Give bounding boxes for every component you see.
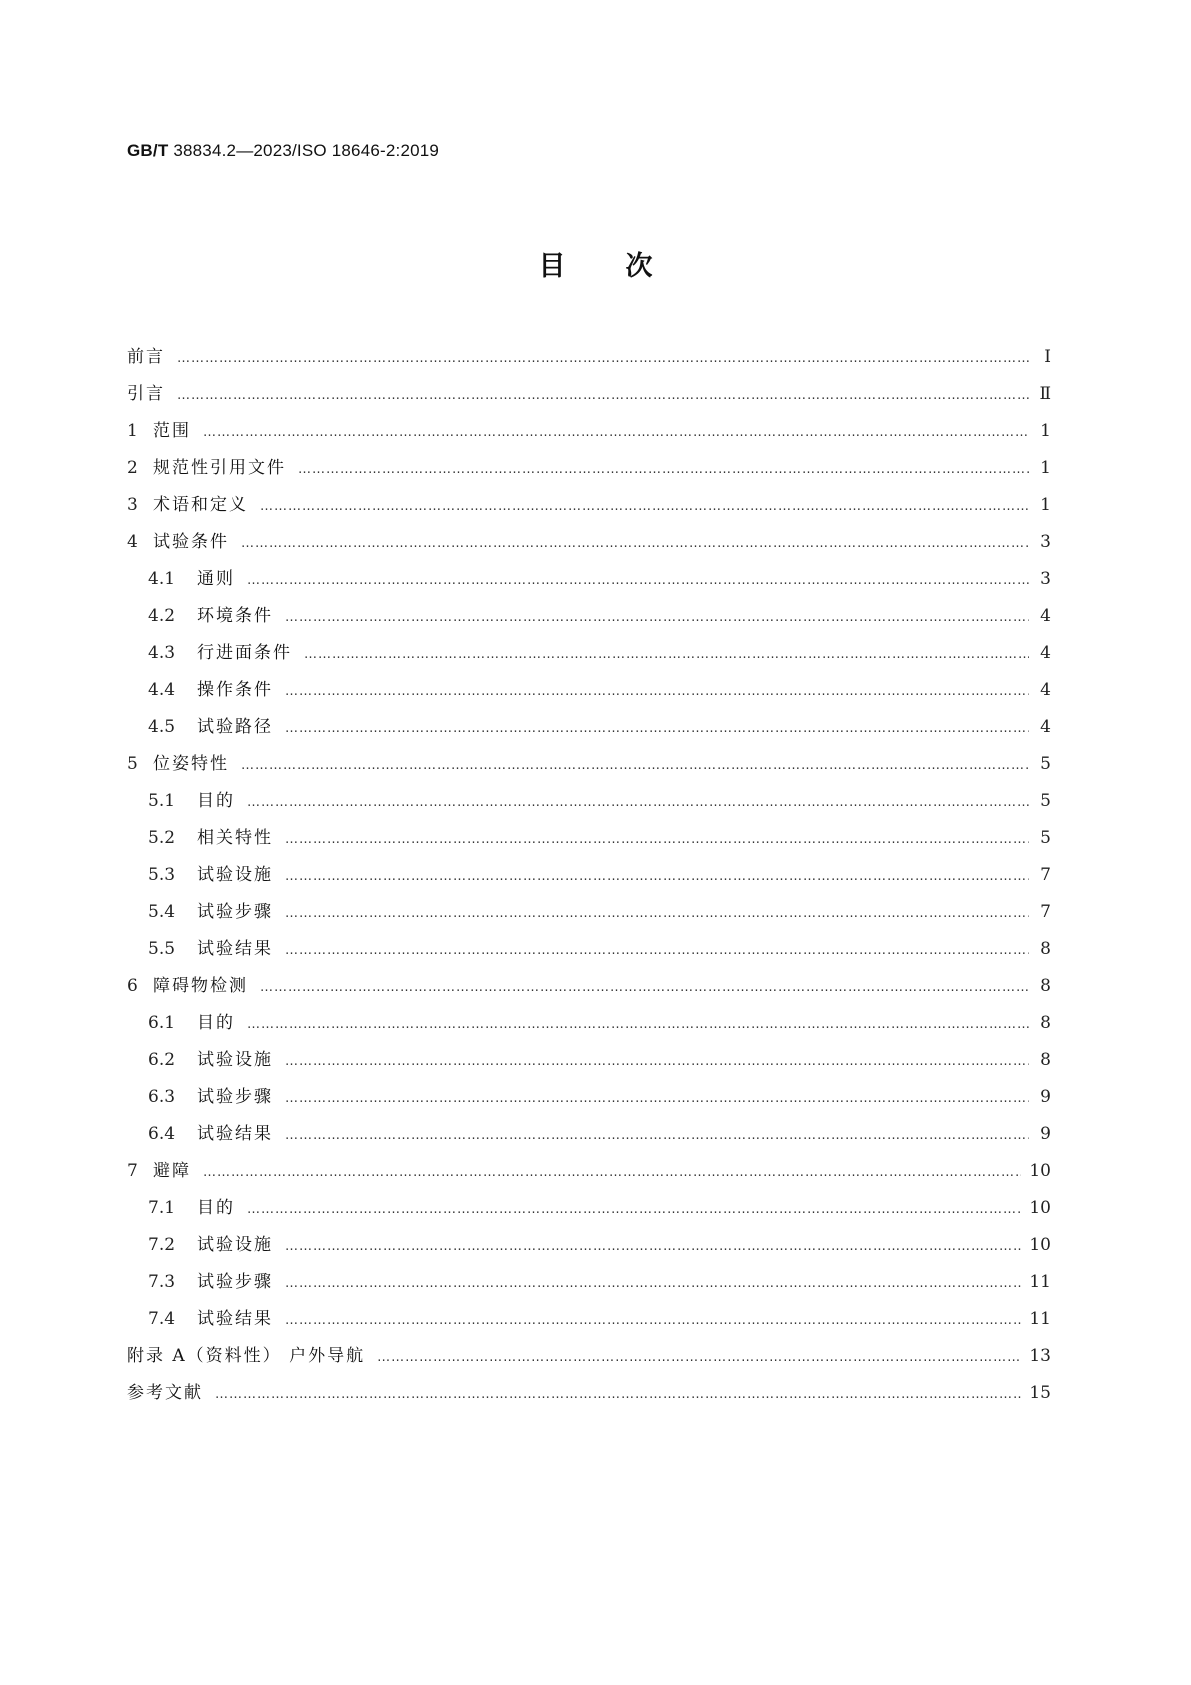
toc-entry-page: 8 (1040, 939, 1051, 959)
toc-entry-label: 行进面条件 (197, 643, 292, 663)
toc-leader-dots (203, 414, 1029, 451)
toc-entry-page: 9 (1040, 1124, 1051, 1144)
toc-entry-page: 3 (1040, 532, 1051, 552)
toc-entry-label: 试验设施 (197, 865, 273, 885)
toc-entry-page: 9 (1040, 1087, 1051, 1107)
toc-entry-page: 11 (1029, 1309, 1051, 1329)
toc-leader-dots (285, 673, 1029, 710)
toc-entry[interactable] (127, 894, 1051, 931)
document-code-number: 38834.2—2023/ISO 18646-2:2019 (168, 141, 440, 160)
toc-leader-dots (285, 1228, 1021, 1265)
toc-leader-dots (215, 1376, 1021, 1413)
toc-entry-label: 试验设施 (197, 1050, 273, 1070)
toc-leader-dots (203, 1154, 1021, 1191)
toc-entry-page: 8 (1040, 1013, 1051, 1033)
toc-entry-page: 1 (1040, 458, 1051, 478)
toc-leader-dots (241, 525, 1029, 562)
toc-entry-number: 7.2 (148, 1235, 176, 1255)
toc-leader-dots (285, 1043, 1029, 1080)
toc-entry-number: 4.1 (148, 569, 176, 589)
toc-leader-dots (247, 784, 1029, 821)
toc-entry-number: 5.2 (148, 828, 176, 848)
toc-entry[interactable] (127, 931, 1051, 968)
toc-entry-label: 目的 (197, 1013, 235, 1033)
toc-entry-number: 5.1 (148, 791, 176, 811)
toc-leader-dots (377, 1339, 1021, 1376)
toc-leader-dots (177, 377, 1029, 414)
toc-entry-number: 2 (127, 458, 138, 478)
toc-entry[interactable] (127, 1042, 1051, 1079)
toc-entry-number: 3 (127, 495, 138, 515)
toc-entry[interactable] (127, 1301, 1051, 1338)
toc-entry[interactable] (127, 1079, 1051, 1116)
toc-entry-number: 4.5 (148, 717, 176, 737)
toc-entry-number: 7.4 (148, 1309, 176, 1329)
toc-leader-dots (285, 710, 1029, 747)
toc-entry-label: 术语和定义 (153, 495, 248, 515)
toc-leader-dots (260, 488, 1029, 525)
toc-entry-number: 6 (127, 976, 138, 996)
toc-entry[interactable] (127, 1338, 1051, 1375)
toc-entry-page: 5 (1040, 791, 1051, 811)
toc-entry-page: Ⅱ (1039, 384, 1051, 404)
toc-entry-label: 规范性引用文件 (153, 458, 286, 478)
toc-entry-number: 5 (127, 754, 138, 774)
toc-entry[interactable] (127, 1153, 1051, 1190)
toc-entry-number: 6.1 (148, 1013, 176, 1033)
toc-entry-page: 7 (1040, 865, 1051, 885)
toc-entry-number: 7.3 (148, 1272, 176, 1292)
toc-entry[interactable] (127, 1190, 1051, 1227)
toc-entry[interactable] (127, 339, 1051, 376)
toc-entry-label: 障碍物检测 (153, 976, 248, 996)
toc-entry-page: 4 (1040, 717, 1051, 737)
toc-entry-label: 目的 (197, 1198, 235, 1218)
toc-leader-dots (260, 969, 1029, 1006)
toc-leader-dots (177, 340, 1029, 377)
toc-entry-page: Ⅰ (1044, 347, 1051, 367)
toc-entry[interactable] (127, 783, 1051, 820)
toc-entry-page: 1 (1040, 421, 1051, 441)
toc-entry-page: 5 (1040, 828, 1051, 848)
toc-entry-label: 试验步骤 (197, 1272, 273, 1292)
toc-leader-dots (285, 858, 1029, 895)
toc-entry-label: 试验设施 (197, 1235, 273, 1255)
toc-entry-label: 试验条件 (153, 532, 229, 552)
toc-entry-label: 试验结果 (197, 939, 273, 959)
toc-entry-number: 4.4 (148, 680, 176, 700)
toc-entry-page: 4 (1040, 680, 1051, 700)
toc-leader-dots (285, 1117, 1029, 1154)
toc-entry-number: 6.2 (148, 1050, 176, 1070)
toc-entry-label: 操作条件 (197, 680, 273, 700)
toc-leader-dots (285, 895, 1029, 932)
toc-entry[interactable] (127, 635, 1051, 672)
toc-entry-label: 试验结果 (197, 1309, 273, 1329)
toc-entry-label: 附录 A（资料性） 户外导航 (127, 1346, 366, 1366)
toc-leader-dots (285, 932, 1029, 969)
toc-leader-dots (304, 636, 1029, 673)
toc-entry[interactable] (127, 820, 1051, 857)
toc-leader-dots (241, 747, 1029, 784)
toc-entry-page: 10 (1029, 1235, 1051, 1255)
toc-entry[interactable] (127, 968, 1051, 1005)
toc-leader-dots (285, 821, 1029, 858)
toc-entry-label: 位姿特性 (153, 754, 229, 774)
toc-entry-page: 11 (1029, 1272, 1051, 1292)
toc-entry[interactable] (127, 857, 1051, 894)
toc-entry[interactable] (127, 1264, 1051, 1301)
toc-entry[interactable] (127, 450, 1051, 487)
toc-entry[interactable] (127, 1005, 1051, 1042)
toc-entry-label: 参考文献 (127, 1383, 203, 1403)
toc-entry-number: 7 (127, 1161, 138, 1181)
toc-leader-dots (247, 1006, 1029, 1043)
toc-entry-label: 引言 (127, 384, 165, 404)
toc-entry-number: 5.3 (148, 865, 176, 885)
toc-entry[interactable] (127, 561, 1051, 598)
toc-entry[interactable] (127, 487, 1051, 524)
toc-entry[interactable] (127, 746, 1051, 783)
toc-entry-label: 试验路径 (197, 717, 273, 737)
document-code-prefix: GB/T (127, 141, 169, 160)
toc-entry[interactable] (127, 413, 1051, 450)
toc-entry-page: 10 (1029, 1161, 1051, 1181)
toc-entry[interactable] (127, 524, 1051, 561)
toc-entry-page: 3 (1040, 569, 1051, 589)
toc-entry-label: 相关特性 (197, 828, 273, 848)
toc-entry-label: 通则 (197, 569, 235, 589)
toc-entry-number: 6.3 (148, 1087, 176, 1107)
toc-leader-dots (247, 1191, 1021, 1228)
toc-entry-label: 试验步骤 (197, 1087, 273, 1107)
toc-leader-dots (298, 451, 1029, 488)
toc-entry-page: 7 (1040, 902, 1051, 922)
toc-entry[interactable] (127, 598, 1051, 635)
toc-entry-number: 7.1 (148, 1198, 176, 1218)
toc-entry[interactable] (127, 672, 1051, 709)
toc-entry-page: 15 (1029, 1383, 1051, 1403)
toc-leader-dots (285, 1265, 1021, 1302)
toc-entry-label: 试验步骤 (197, 902, 273, 922)
toc-entry-page: 4 (1040, 606, 1051, 626)
toc-entry-number: 1 (127, 421, 138, 441)
toc-entry[interactable] (127, 1227, 1051, 1264)
toc-entry-number: 4.2 (148, 606, 176, 626)
toc-entry-label: 前言 (127, 347, 165, 367)
toc-entry-label: 避障 (153, 1161, 191, 1181)
page-title: 目次 (538, 251, 713, 282)
toc-entry[interactable] (127, 1116, 1051, 1153)
toc-entry-page: 4 (1040, 643, 1051, 663)
toc-entry-page: 8 (1040, 1050, 1051, 1070)
toc-leader-dots (285, 1080, 1029, 1117)
toc-entry-number: 4.3 (148, 643, 176, 663)
toc-entry-page: 8 (1040, 976, 1051, 996)
toc-entry-number: 5.4 (148, 902, 176, 922)
toc-entry-page: 1 (1040, 495, 1051, 515)
toc-entry-label: 目的 (197, 791, 235, 811)
toc-entry-page: 13 (1029, 1346, 1051, 1366)
toc-leader-dots (285, 1302, 1021, 1339)
toc-entry-number: 6.4 (148, 1124, 176, 1144)
toc-entry-page: 5 (1040, 754, 1051, 774)
toc-entry-number: 4 (127, 532, 138, 552)
toc-leader-dots (247, 562, 1029, 599)
document-code (127, 141, 439, 161)
toc-entry[interactable] (127, 709, 1051, 746)
toc-entry-label: 试验结果 (197, 1124, 273, 1144)
table-of-contents (127, 339, 1051, 1412)
toc-entry-label: 环境条件 (197, 606, 273, 626)
toc-leader-dots (285, 599, 1029, 636)
toc-entry[interactable] (127, 376, 1051, 413)
toc-entry[interactable] (127, 1375, 1051, 1412)
toc-entry-page: 10 (1029, 1198, 1051, 1218)
toc-entry-label: 范围 (153, 421, 191, 441)
toc-entry-number: 5.5 (148, 939, 176, 959)
